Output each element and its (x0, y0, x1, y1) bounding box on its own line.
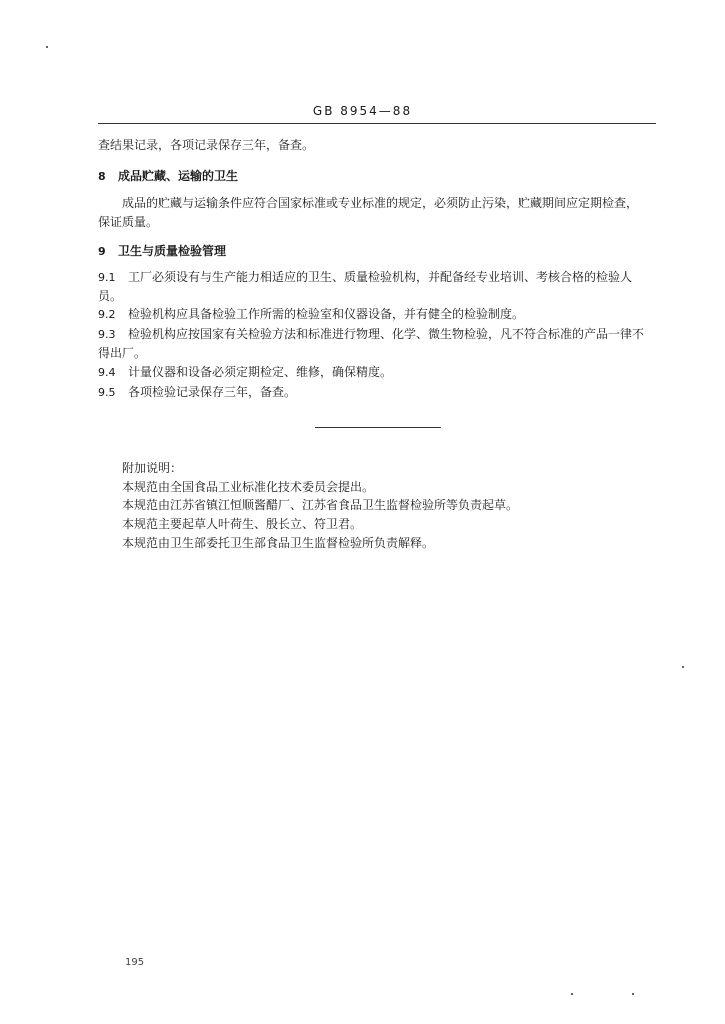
note-line-4: 本规范由卫生部委托卫生部食品卫生监督检验所负责解释。 (122, 536, 435, 550)
section-9-number: 9 (98, 245, 106, 258)
scan-speck (632, 993, 634, 995)
item-9-3-line-2: 得出厂。 (98, 346, 147, 360)
item-9-5-number: 9.5 (98, 386, 116, 399)
item-9-1-text: 工厂必须设有与生产能力相适应的卫生、质量检验机构，并配备经专业培训、考核合格的检验人 (128, 270, 633, 284)
item-9-4-text: 计量仪器和设备必须定期检定、维修，确保精度。 (128, 365, 393, 379)
section-9-title: 卫生与质量检验管理 (118, 244, 227, 258)
standard-code: GB 8954—88 (312, 104, 413, 118)
end-divider (315, 427, 441, 428)
item-9-3-line-1 (98, 325, 658, 344)
section-9-heading (98, 242, 658, 261)
item-9-2-number: 9.2 (98, 308, 116, 321)
note-line-2: 本规范由江苏省镇江恒顺酱醋厂、江苏省食品卫生监督检验所等负责起草。 (122, 498, 519, 512)
section-8-heading (98, 167, 658, 186)
section-8-title: 成品贮藏、运输的卫生 (118, 169, 239, 183)
item-9-1-line-2: 员。 (98, 289, 123, 303)
body-line-continuation: 查结果记录，各项记录保存三年，备查。 (98, 138, 315, 152)
item-9-3-text: 检验机构应按国家有关检验方法和标准进行物理、化学、微生物检验，凡不符合标准的产品一律不 (128, 327, 645, 341)
item-9-5-text: 各项检验记录保存三年，备查。 (128, 385, 297, 399)
item-9-1-number: 9.1 (98, 271, 116, 284)
item-9-1-line-1 (98, 268, 658, 287)
section-8-para-line-2: 保证质量。 (98, 215, 159, 229)
item-9-2-text: 检验机构应具备检验工作所需的检验室和仪器设备，并有健全的检验制度。 (128, 307, 525, 321)
item-9-4-number: 9.4 (98, 366, 116, 379)
item-9-5 (98, 383, 658, 402)
section-8-number: 8 (98, 170, 106, 183)
scan-speck (46, 46, 48, 48)
header-divider (98, 123, 656, 124)
section-8-para-line-1: 成品的贮藏与运输条件应符合国家标准或专业标准的规定，必须防止污染，贮藏期间应定期检查， (122, 196, 639, 210)
item-9-3-number: 9.3 (98, 328, 116, 341)
item-9-4 (98, 363, 658, 382)
page-number: 195 (125, 957, 145, 968)
scan-speck (571, 993, 573, 995)
item-9-2 (98, 305, 658, 324)
scan-speck (682, 666, 684, 668)
notes-title: 附加说明： (122, 461, 183, 475)
note-line-3: 本规范主要起草人叶荷生、殷长立、符卫君。 (122, 517, 363, 531)
note-line-1: 本规范由全国食品工业标准化技术委员会提出。 (122, 480, 375, 494)
